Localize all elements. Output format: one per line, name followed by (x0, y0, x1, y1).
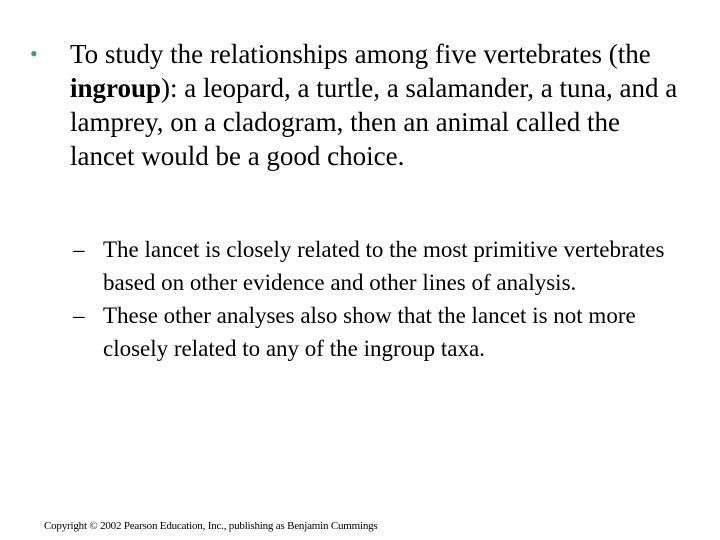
main-bullet-item (30, 37, 690, 173)
dash-icon: – (73, 237, 85, 262)
bullet-dot-icon: • (30, 41, 38, 66)
main-text-after: ): a leopard, a turtle, a salamander, a tuna, and a lamprey, on a cladogram, then an animal called the lancet would be a good choice. (70, 73, 678, 171)
dash-icon: – (73, 303, 85, 328)
main-bullet-text (70, 37, 690, 173)
sub-bullet-item (73, 233, 693, 299)
sub-bullet-list (73, 233, 693, 365)
sub-bullet-text: The lancet is closely related to the most primitive vertebrates based on other evidence and other lines of analysis. (103, 237, 665, 295)
sub-bullet-text: These other analyses also show that the lancet is not more closely related to any of the ingroup taxa. (103, 303, 636, 361)
copyright-notice: Copyright © 2002 Pearson Education, Inc., publishing as Benjamin Cummings (44, 520, 378, 532)
main-text-before: To study the relationships among five vertebrates (the (70, 39, 651, 69)
ingroup-term: ingroup (70, 73, 162, 103)
sub-bullet-item (73, 299, 693, 365)
